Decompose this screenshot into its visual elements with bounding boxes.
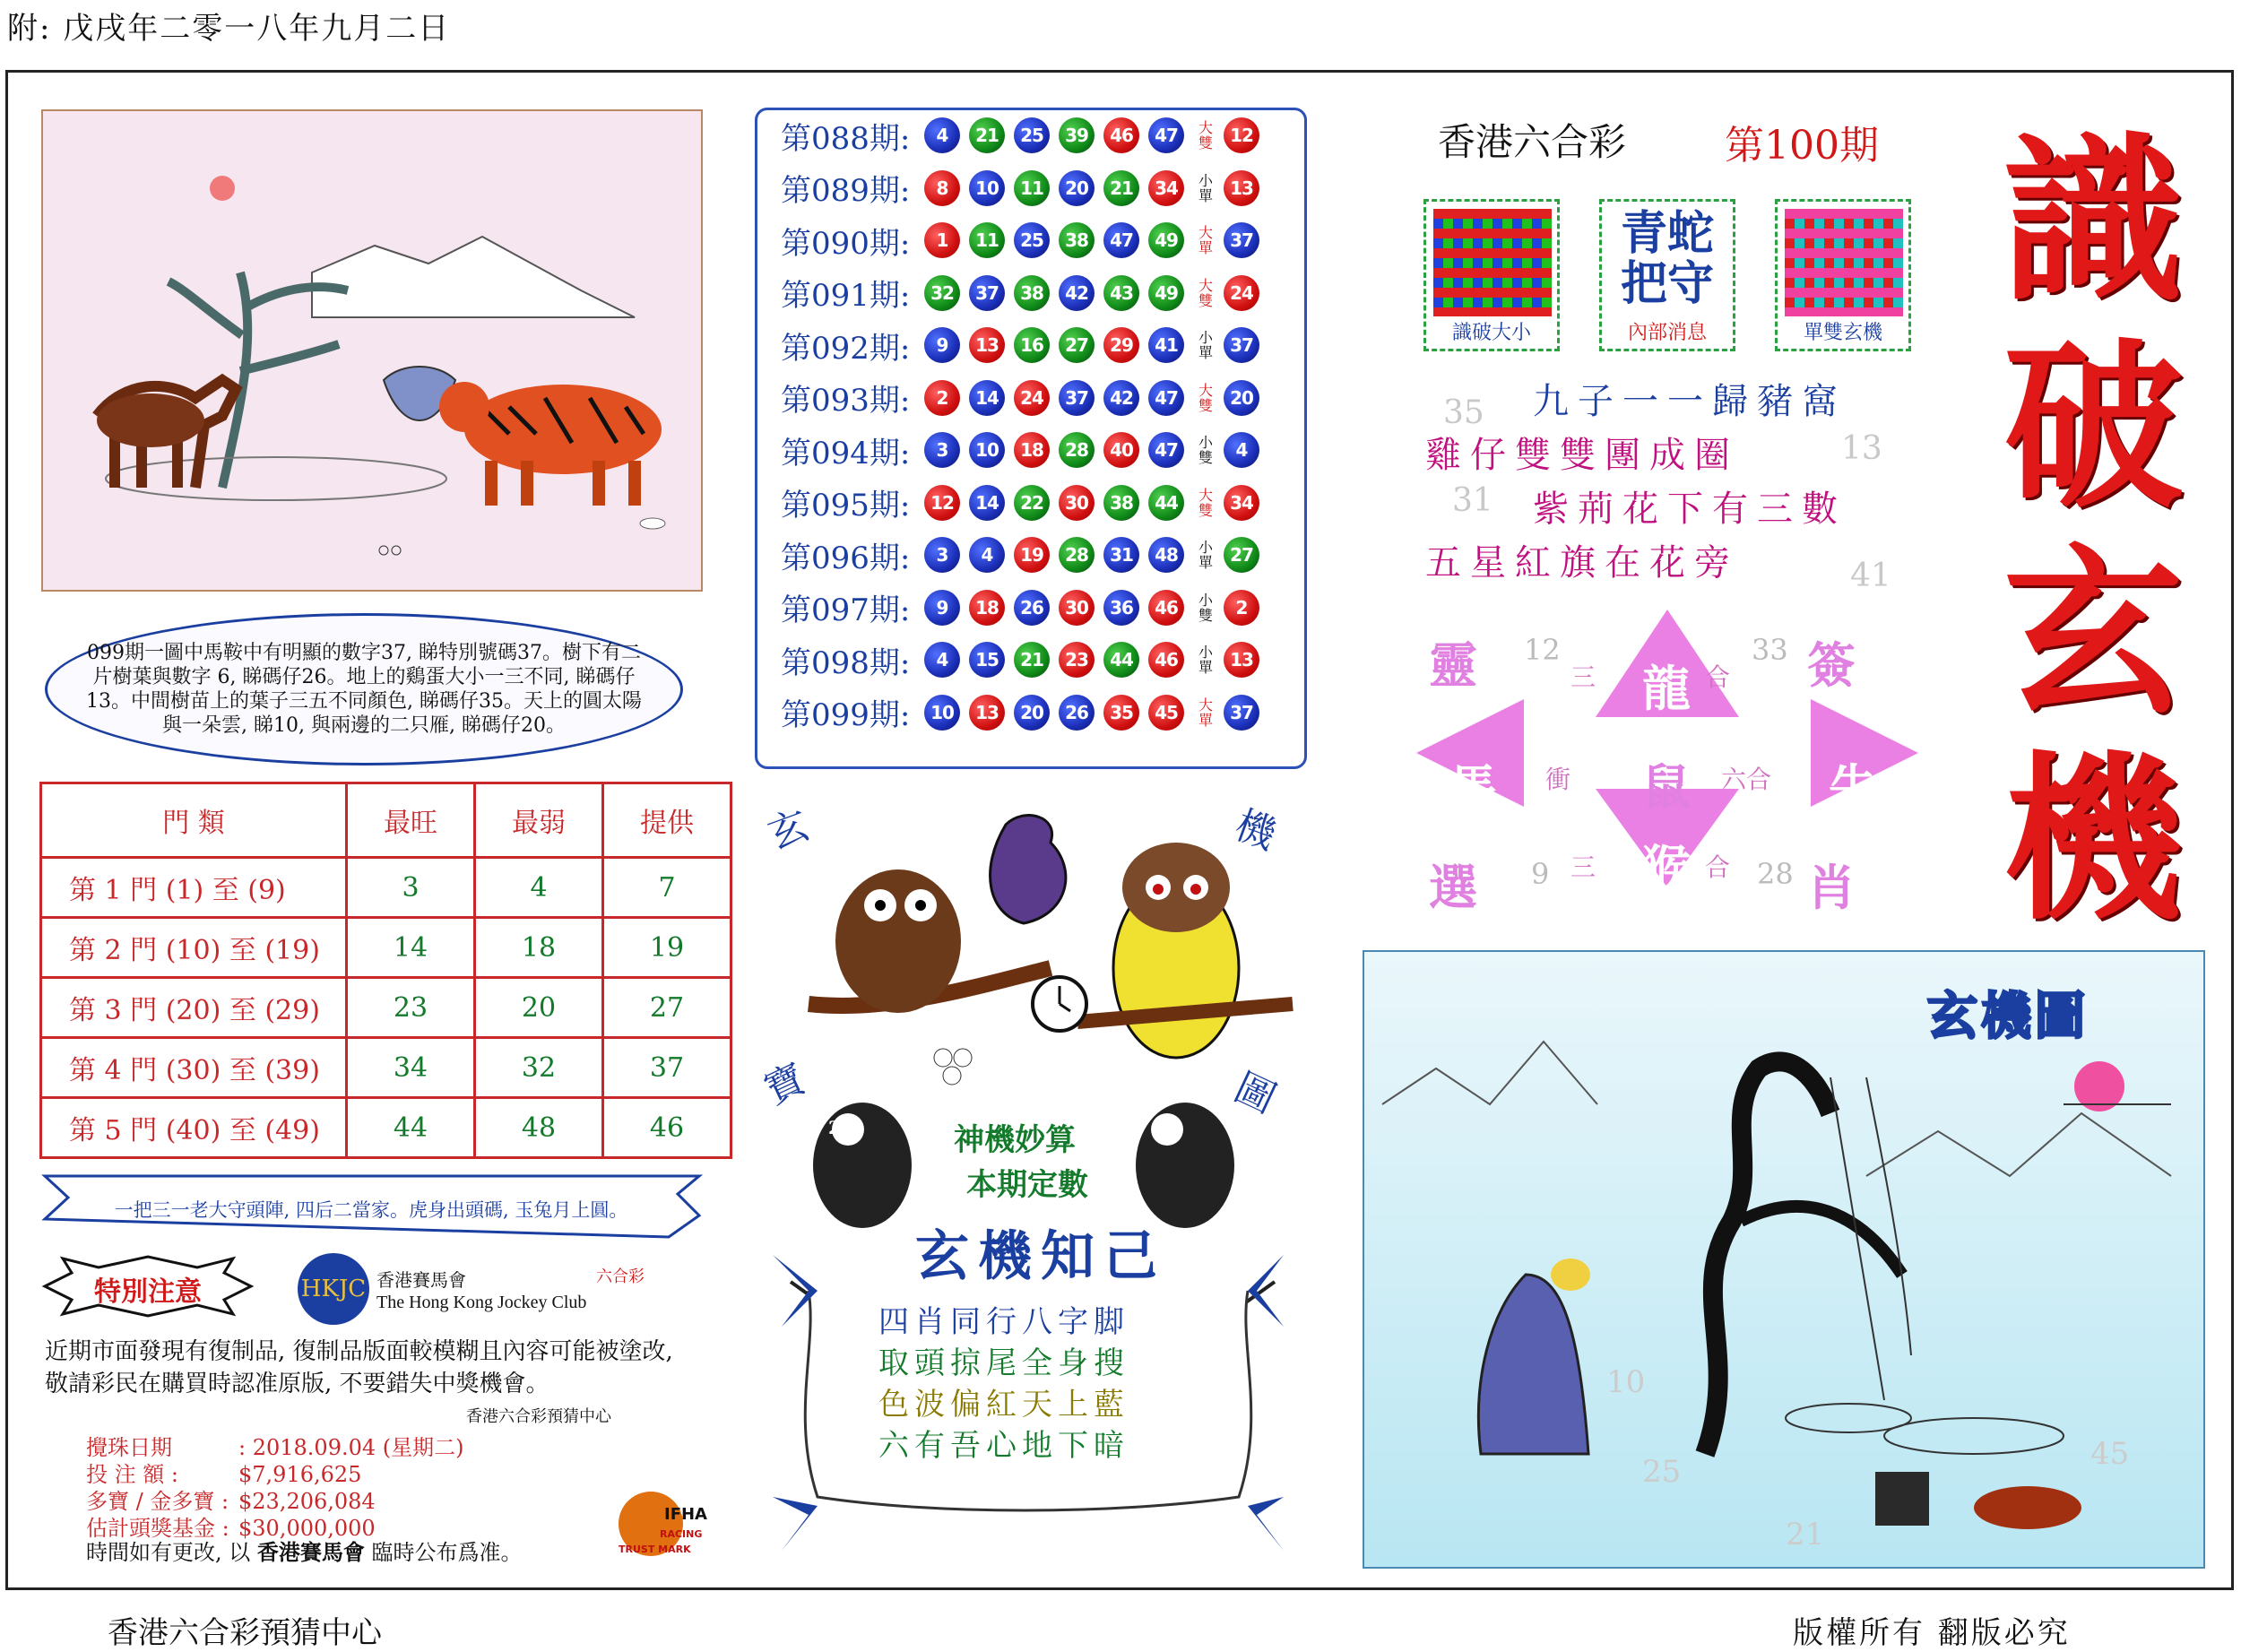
lottery-ball: 3 <box>924 537 960 573</box>
rhyme-line: 紫荊花下有三數 <box>1533 489 1847 530</box>
row-label: 第 4 門 (30) 至 (39) <box>41 1038 347 1098</box>
shenji-line: 神機妙算 <box>954 1122 1076 1158</box>
lottery-ball: 45 <box>1148 695 1184 731</box>
compass-center: 鼠 <box>1642 758 1691 816</box>
row-max: 3 <box>347 858 475 918</box>
special-notice-title: 特別注意 <box>94 1276 202 1308</box>
compass-arrow-bottom: 猴 <box>1642 839 1691 896</box>
row-max: 34 <box>347 1038 475 1098</box>
pic2-number: 21 <box>1786 1517 1825 1553</box>
snake-box <box>1599 199 1735 351</box>
lottery-ball: 12 <box>924 485 960 521</box>
lottery-ball: 3 <box>924 432 960 468</box>
row-label: 第 3 門 (20) 至 (29) <box>41 978 347 1038</box>
lottery-ball: 25 <box>1014 222 1050 258</box>
snake-line-1: 青蛇 <box>1620 206 1714 261</box>
ghost-number: 31 <box>1452 482 1493 519</box>
result-row <box>781 169 1268 208</box>
result-tag: 小單 <box>1198 539 1213 571</box>
lottery-ball: 21 <box>1014 642 1050 678</box>
row-min: 18 <box>475 918 603 978</box>
special-ball: 34 <box>1224 485 1259 521</box>
compass-corner: 選 <box>1429 859 1477 916</box>
result-period: 第093期: <box>781 383 911 419</box>
ifha-logo <box>615 1479 714 1569</box>
corner-char-tl: 玄 <box>762 801 815 859</box>
row-min: 48 <box>475 1098 603 1158</box>
draw-info-row <box>86 1461 463 1488</box>
table-row <box>41 1038 731 1098</box>
result-tag: 大雙 <box>1198 119 1213 151</box>
lottery-ball: 46 <box>1148 642 1184 678</box>
lottery-ball: 46 <box>1148 590 1184 626</box>
lottery-ball: 13 <box>969 327 1005 363</box>
notice-source: 香港六合彩預猜中心 <box>466 1407 611 1426</box>
lottery-ball: 28 <box>1059 432 1095 468</box>
compass-number: 28 <box>1757 857 1794 891</box>
lottery-ball: 10 <box>969 432 1005 468</box>
compass-small: 衝 <box>1545 765 1571 794</box>
result-tag: 大雙 <box>1198 276 1213 309</box>
lottery-ball: 41 <box>1148 327 1184 363</box>
mosaic-grid <box>1433 209 1552 316</box>
banner-text: 一把三一老大守頭陣, 四后二當家。虎身出頭碼, 玉兔月上圓。 <box>114 1199 628 1221</box>
result-row <box>781 221 1268 260</box>
row-max: 14 <box>347 918 475 978</box>
hkjc-name-cn: 香港賽馬會 <box>376 1269 466 1291</box>
lottery-ball: 28 <box>1059 537 1095 573</box>
result-tag: 小單 <box>1198 171 1213 204</box>
middle-title: 玄機知己 <box>915 1225 1166 1288</box>
big-title-char: 識 <box>2003 116 2183 326</box>
lottery-ball: 44 <box>1148 485 1184 521</box>
benqi-line: 本期定數 <box>966 1167 1088 1203</box>
dog-left-number: 24 <box>828 1117 853 1138</box>
ghost-number: 41 <box>1850 558 1891 594</box>
lottery-ball: 40 <box>1103 432 1139 468</box>
box-caption: 識破大小 <box>1451 322 1531 344</box>
result-tag: 小單 <box>1198 644 1213 676</box>
compass-arrow-right: 牛 <box>1829 758 1877 816</box>
lottery-ball: 38 <box>1059 222 1095 258</box>
mosaic-box-left <box>1423 199 1560 351</box>
lottery-ball: 11 <box>969 222 1005 258</box>
lottery-ball: 42 <box>1059 275 1095 311</box>
poem-line: 四肖同行八字脚 <box>878 1304 1129 1340</box>
draw-info-key: 多寶 / 金多寶 : <box>86 1489 229 1514</box>
poem-line: 色波偏紅天上藍 <box>878 1387 1129 1423</box>
result-row <box>781 483 1268 523</box>
footer-source: 香港六合彩預猜中心 <box>108 1615 382 1651</box>
lottery-ball: 19 <box>1014 537 1050 573</box>
lottery-ball: 20 <box>1059 170 1095 206</box>
lottery-ball: 4 <box>924 117 960 153</box>
lottery-ball: 37 <box>1059 380 1095 416</box>
lottery-ball: 39 <box>1059 117 1095 153</box>
lottery-ball: 9 <box>924 327 960 363</box>
result-tag: 小雙 <box>1198 434 1213 466</box>
table-row <box>41 1098 731 1158</box>
result-tag: 大單 <box>1198 224 1213 256</box>
lottery-ball: 24 <box>1014 380 1050 416</box>
special-ball: 12 <box>1224 117 1259 153</box>
special-ball: 20 <box>1224 380 1259 416</box>
riddle-text: 099期一圖中馬鞍中有明顯的數字37, 睇特別號碼37。樹下有二片樹葉與數字 6, 睇碼仔26。地上的鷄蛋大小一三不同, 睇碼仔13。中間樹苗上的葉子三五不同顏色, 睇碼仔35。天上的圓太陽與一朵雲, 睇10, 與兩邊的二只雁, 睇碼仔20。 <box>86 642 642 737</box>
lottery-ball: 31 <box>1103 537 1139 573</box>
rhyme-line: 九子一一歸豬窩 <box>1533 381 1847 422</box>
result-period: 第092期: <box>781 330 911 367</box>
poem-line: 取頭掠尾全身搜 <box>878 1345 1129 1381</box>
lottery-ball: 23 <box>1059 642 1095 678</box>
horse-tiger-picture <box>41 109 703 592</box>
box-caption: 單雙玄機 <box>1803 322 1882 344</box>
result-row <box>781 325 1268 365</box>
draw-info-value: $30,000,000 <box>238 1516 376 1541</box>
lottery-ball: 44 <box>1103 642 1139 678</box>
date-line: 附: 戊戌年二零一八年九月二日 <box>7 11 451 47</box>
result-period: 第094期: <box>781 435 911 471</box>
table-row <box>41 858 731 918</box>
lottery-ball: 47 <box>1148 117 1184 153</box>
special-ball: 13 <box>1224 642 1259 678</box>
pic2-number: 10 <box>1606 1364 1646 1400</box>
svg-text:TRUST MARK: TRUST MARK <box>619 1544 691 1555</box>
lottery-ball: 47 <box>1148 432 1184 468</box>
lottery-ball: 38 <box>1103 485 1139 521</box>
lottery-ball: 18 <box>969 590 1005 626</box>
dog-right-number: 49 <box>1153 1117 1178 1138</box>
row-label: 第 5 門 (40) 至 (49) <box>41 1098 347 1158</box>
lottery-ball: 9 <box>924 590 960 626</box>
svg-text:RACING: RACING <box>660 1528 703 1540</box>
result-period: 第091期: <box>781 278 911 314</box>
hkjc-name-en: The Hong Kong Jockey Club <box>376 1293 587 1312</box>
row-label: 第 1 門 (1) 至 (9) <box>41 858 347 918</box>
result-row <box>781 535 1268 575</box>
lottery-ball: 36 <box>1103 590 1139 626</box>
rhyme-line: 雞仔雙雙團成圈 <box>1425 435 1739 476</box>
compass-small: 合 <box>1705 852 1731 882</box>
special-ball: 13 <box>1224 170 1259 206</box>
notice-body: 近期市面發現有復制品, 復制品版面較模糊且內容可能被塗改, 敬請彩民在購買時認准原版, 不要錯失中獎機會。 <box>45 1338 673 1397</box>
result-period: 第099期: <box>781 697 911 733</box>
lottery-ball: 16 <box>1014 327 1050 363</box>
lottery-ball: 20 <box>1014 695 1050 731</box>
lottery-ball: 49 <box>1148 275 1184 311</box>
lottery-ball: 30 <box>1059 590 1095 626</box>
lottery-ball: 14 <box>969 485 1005 521</box>
lottery-ball: 42 <box>1103 380 1139 416</box>
lottery-ball: 32 <box>924 275 960 311</box>
big-title-char: 破 <box>2003 322 2183 532</box>
corner-char-tr: 機 <box>1229 801 1282 859</box>
result-tag: 大雙 <box>1198 381 1213 414</box>
header-category: 門 類 <box>41 783 347 858</box>
lottery-ball: 21 <box>969 117 1005 153</box>
lottery-ball: 47 <box>1103 222 1139 258</box>
pic2-number: 25 <box>1642 1454 1682 1490</box>
big-title-char: 玄 <box>2003 528 2183 739</box>
lottery-ball: 37 <box>969 275 1005 311</box>
lottery-ball: 38 <box>1014 275 1050 311</box>
draw-info-row <box>86 1488 463 1515</box>
lottery-ball: 22 <box>1014 485 1050 521</box>
compass-number: 33 <box>1752 633 1788 667</box>
result-tag: 大單 <box>1198 696 1213 729</box>
result-period: 第097期: <box>781 592 911 628</box>
header-max: 最旺 <box>347 783 475 858</box>
lottery-name: 香港六合彩 <box>1438 120 1627 164</box>
result-row <box>781 640 1268 679</box>
compass-small: 六合 <box>1721 765 1772 794</box>
result-period: 第098期: <box>781 644 911 681</box>
pic2-title: 玄機圖 <box>1927 987 2089 1046</box>
lottery-ball: 4 <box>924 642 960 678</box>
ghost-number: 35 <box>1443 394 1484 431</box>
lottery-ball: 4 <box>969 537 1005 573</box>
table-header-row <box>41 783 731 858</box>
poem-line: 六有吾心地下暗 <box>878 1428 1129 1464</box>
draw-info-value: $23,206,084 <box>238 1489 376 1514</box>
lottery-ball: 21 <box>1103 170 1139 206</box>
row-label: 第 2 門 (10) 至 (19) <box>41 918 347 978</box>
result-row <box>781 378 1268 418</box>
row-max: 23 <box>347 978 475 1038</box>
lottery-ball: 14 <box>969 380 1005 416</box>
row-give: 37 <box>603 1038 731 1098</box>
pic2-number: 45 <box>2090 1436 2130 1472</box>
result-period: 第095期: <box>781 488 911 523</box>
hkjc-logo: HKJC <box>298 1253 369 1325</box>
poem <box>878 1302 1201 1466</box>
lottery-ball: 8 <box>924 170 960 206</box>
lottery-ball: 10 <box>924 695 960 731</box>
lottery-ball: 2 <box>924 380 960 416</box>
special-ball: 37 <box>1224 222 1259 258</box>
draw-info-key: 攪珠日期 <box>86 1435 172 1460</box>
result-period: 第088期: <box>781 120 911 157</box>
row-min: 20 <box>475 978 603 1038</box>
ghost-number: 13 <box>1841 430 1882 467</box>
snake-line-2: 把守 <box>1620 256 1714 311</box>
row-max: 44 <box>347 1098 475 1158</box>
result-row <box>781 116 1268 155</box>
lottery-ball: 46 <box>1103 117 1139 153</box>
draw-info-key: 估計頭獎基金 : <box>86 1516 229 1541</box>
draw-info-key: 投 注 額 : <box>86 1462 178 1487</box>
compass-corner: 簽 <box>1807 636 1856 694</box>
result-tag: 小單 <box>1198 329 1213 361</box>
box-caption: 內部消息 <box>1627 322 1707 344</box>
lottery-ball: 43 <box>1103 275 1139 311</box>
draw-info-value: : 2018.09.04 (星期二) <box>238 1435 464 1460</box>
lottery-ball: 11 <box>1014 170 1050 206</box>
compass-arrow-left: 馬 <box>1449 758 1497 816</box>
row-min: 32 <box>475 1038 603 1098</box>
lottery-ball: 10 <box>969 170 1005 206</box>
special-ball: 2 <box>1224 590 1259 626</box>
table-row <box>41 978 731 1038</box>
header-min: 最弱 <box>475 783 603 858</box>
footer-copyright: 版權所有 翻版必究 <box>1793 1615 2071 1651</box>
results-panel <box>755 108 1307 769</box>
mosaic-grid <box>1785 209 1903 316</box>
compass-number: 9 <box>1531 857 1550 891</box>
row-give: 19 <box>603 918 731 978</box>
result-row <box>781 273 1268 313</box>
result-row <box>781 588 1268 627</box>
lottery-ball: 15 <box>969 642 1005 678</box>
row-min: 4 <box>475 858 603 918</box>
lottery-ball: 35 <box>1103 695 1139 731</box>
row-give: 7 <box>603 858 731 918</box>
door-stats-table <box>39 782 732 1159</box>
mark6-logo: 六合彩 <box>596 1267 645 1286</box>
special-ball: 27 <box>1224 537 1259 573</box>
result-row <box>781 430 1268 470</box>
draw-info-value: $7,916,625 <box>238 1462 362 1487</box>
lottery-ball: 30 <box>1059 485 1095 521</box>
draw-note-bold: 香港賽馬會 <box>256 1539 365 1565</box>
lottery-ball: 27 <box>1059 327 1095 363</box>
big-title <box>1981 118 2205 943</box>
issue-number: 第100期 <box>1725 123 1879 169</box>
compass-small: 合 <box>1705 662 1731 692</box>
compass-arrow-top: 龍 <box>1642 660 1691 717</box>
draw-note-post: 臨時公布爲准。 <box>364 1540 523 1565</box>
row-give: 27 <box>603 978 731 1038</box>
draw-note-pre: 時間如有更改, 以 <box>86 1540 257 1565</box>
lottery-ball: 47 <box>1148 380 1184 416</box>
riddle-oval <box>45 613 683 765</box>
lottery-ball: 18 <box>1014 432 1050 468</box>
svg-text:IFHA: IFHA <box>664 1505 707 1524</box>
result-tag: 小雙 <box>1198 591 1213 624</box>
lottery-ball: 26 <box>1014 590 1050 626</box>
table-row <box>41 918 731 978</box>
lottery-ball: 1 <box>924 222 960 258</box>
lottery-ball: 13 <box>969 695 1005 731</box>
special-ball: 4 <box>1224 432 1259 468</box>
big-title-char: 機 <box>2003 734 2183 945</box>
lottery-ball: 25 <box>1014 117 1050 153</box>
lottery-ball: 29 <box>1103 327 1139 363</box>
special-ball: 37 <box>1224 327 1259 363</box>
result-tag: 大雙 <box>1198 486 1213 519</box>
result-period: 第090期: <box>781 225 911 262</box>
lottery-ball: 34 <box>1148 170 1184 206</box>
snake-text <box>1602 206 1733 311</box>
special-ball: 24 <box>1224 275 1259 311</box>
lottery-ball: 49 <box>1148 222 1184 258</box>
rhyme-line: 五星紅旗在花旁 <box>1425 542 1739 584</box>
result-period: 第096期: <box>781 540 911 576</box>
lottery-ball: 48 <box>1148 537 1184 573</box>
compass-small: 三 <box>1570 662 1596 692</box>
result-period: 第089期: <box>781 173 911 209</box>
compass-corner: 靈 <box>1429 636 1477 694</box>
draw-note <box>86 1535 523 1566</box>
result-row <box>781 693 1268 732</box>
special-ball: 37 <box>1224 695 1259 731</box>
lottery-ball: 26 <box>1059 695 1095 731</box>
row-give: 46 <box>603 1098 731 1158</box>
draw-info <box>86 1434 463 1542</box>
corner-char-br: 圖 <box>1227 1064 1283 1123</box>
corner-char-bl: 寶 <box>757 1055 813 1114</box>
compass-small: 三 <box>1570 852 1596 882</box>
draw-info-row <box>86 1434 463 1461</box>
compass-corner: 肖 <box>1807 859 1856 916</box>
header-give: 提供 <box>603 783 731 858</box>
mosaic-box-right <box>1775 199 1911 351</box>
compass-number: 12 <box>1524 633 1561 667</box>
